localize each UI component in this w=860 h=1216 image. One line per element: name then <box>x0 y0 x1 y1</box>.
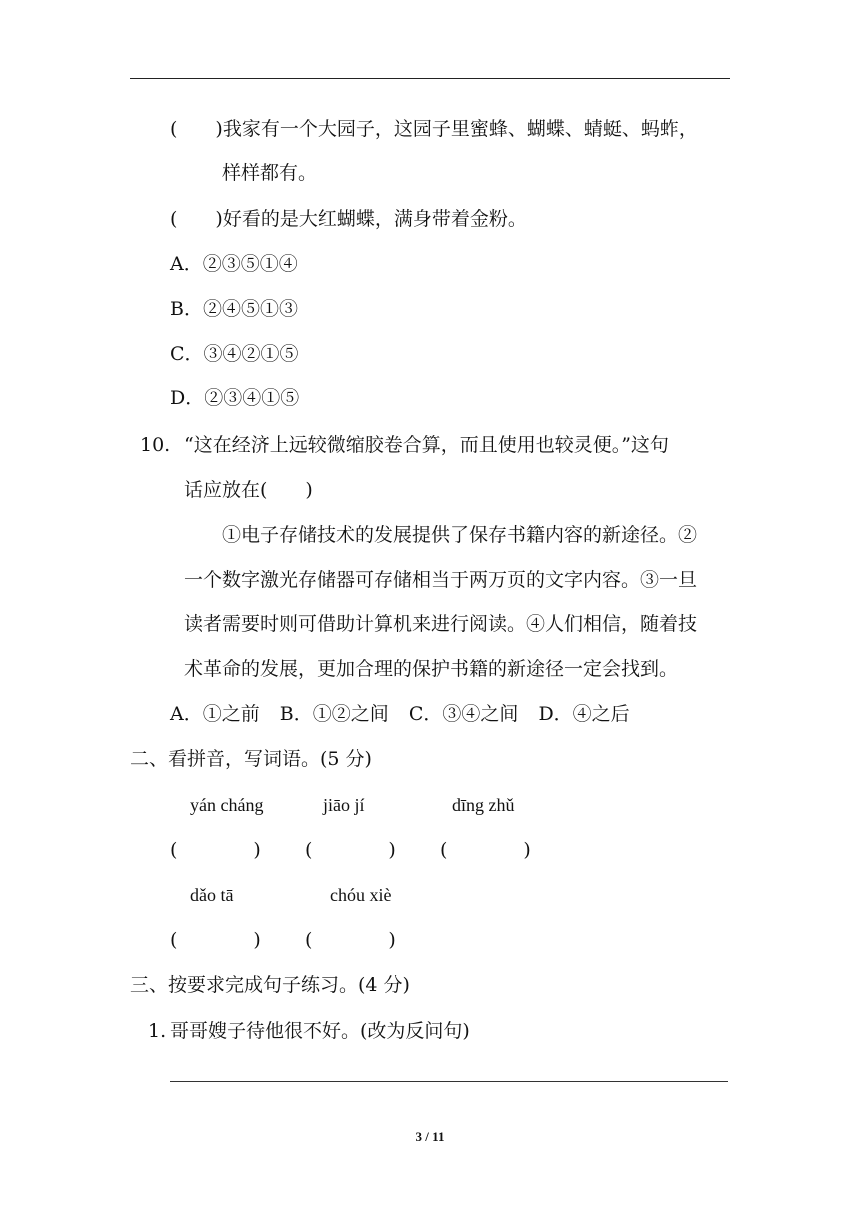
q10-options <box>170 702 630 726</box>
pinyin-5: chóu xiè <box>330 885 392 905</box>
option-label: A． <box>170 253 203 275</box>
q9-item-4-paren[interactable]: ( ) <box>170 118 223 140</box>
answer-blank-4[interactable]: ( ) <box>170 929 261 951</box>
q10-passage-line-3: 读者需要时则可借助计算机来进行阅读。④人们相信，随着技 <box>184 613 698 635</box>
q9-option-d[interactable] <box>170 386 299 410</box>
option-value: ③④之间 <box>442 703 519 725</box>
q10-option-c[interactable] <box>409 703 519 725</box>
q10-option-a[interactable] <box>170 703 260 725</box>
option-label: B． <box>170 298 203 320</box>
q10-passage-line-4: 术革命的发展，更加合理的保护书籍的新途径一定会找到。 <box>184 658 679 680</box>
pinyin-1: yán cháng <box>190 795 264 815</box>
option-label: C． <box>170 343 204 365</box>
option-value: ②④⑤①③ <box>202 298 298 320</box>
q9-option-c[interactable] <box>170 342 299 366</box>
section-2-title: 二、看拼音，写词语。(5 分) <box>130 748 372 770</box>
answer-blank-1[interactable]: ( ) <box>170 839 261 861</box>
q9-item-5-paren[interactable]: ( ) <box>170 208 223 230</box>
pinyin-4: dǎo tā <box>190 885 234 905</box>
option-value: ②③④①⑤ <box>204 387 300 409</box>
option-label: B． <box>279 703 313 725</box>
option-value: ②③⑤①④ <box>202 253 298 275</box>
q10-passage-line-1: ①电子存储技术的发展提供了保存书籍内容的新途径。② <box>222 524 698 546</box>
option-label: C． <box>408 703 443 725</box>
q10-number: 10. <box>140 434 171 456</box>
page-number: 3 / 11 <box>415 1129 445 1144</box>
option-label: D． <box>170 387 205 409</box>
pinyin-3: dīng zhǔ <box>452 795 515 815</box>
option-value: ①②之间 <box>312 703 389 725</box>
option-label: A． <box>170 703 203 725</box>
pinyin-2: jiāo jí <box>323 795 365 815</box>
q10-passage-line-2: 一个数字激光存储器可存储相当于两万页的文字内容。③一旦 <box>184 569 698 591</box>
option-value: ①之前 <box>202 703 260 725</box>
section-3-q1-text: 哥哥嫂子待他很不好。(改为反问句) <box>170 1020 470 1042</box>
answer-blank-2[interactable]: ( ) <box>305 839 396 861</box>
q9-option-a[interactable] <box>170 252 298 276</box>
q10-option-d[interactable] <box>538 703 629 725</box>
option-value: ③④②①⑤ <box>203 343 299 365</box>
q9-item-4 <box>170 117 698 141</box>
answer-blank-5[interactable]: ( ) <box>305 929 396 951</box>
q9-item-4-text: 我家有一个大园子，这园子里蜜蜂、蝴蝶、蜻蜓、蚂蚱， <box>222 118 698 140</box>
q10-stem-line-1: “这在经济上远较微缩胶卷合算，而且使用也较灵便。”这句 <box>184 434 669 456</box>
section-3-title: 三、按要求完成句子练习。(4 分) <box>130 974 410 996</box>
answer-line[interactable] <box>170 1081 728 1082</box>
q10-stem-line-2: 话应放在( ) <box>184 479 313 501</box>
option-label: D． <box>538 703 573 725</box>
option-value: ④之后 <box>572 703 630 725</box>
q9-option-b[interactable] <box>170 297 298 321</box>
q9-item-5-text: 好看的是大红蝴蝶，满身带着金粉。 <box>222 208 527 230</box>
q9-item-5 <box>170 207 527 231</box>
q10-option-b[interactable] <box>280 703 389 725</box>
section-3-q1-number: 1. <box>148 1020 167 1042</box>
q9-item-4-continued: 样样都有。 <box>222 162 318 184</box>
header-rule <box>130 78 730 79</box>
answer-blank-3[interactable]: ( ) <box>440 839 531 861</box>
